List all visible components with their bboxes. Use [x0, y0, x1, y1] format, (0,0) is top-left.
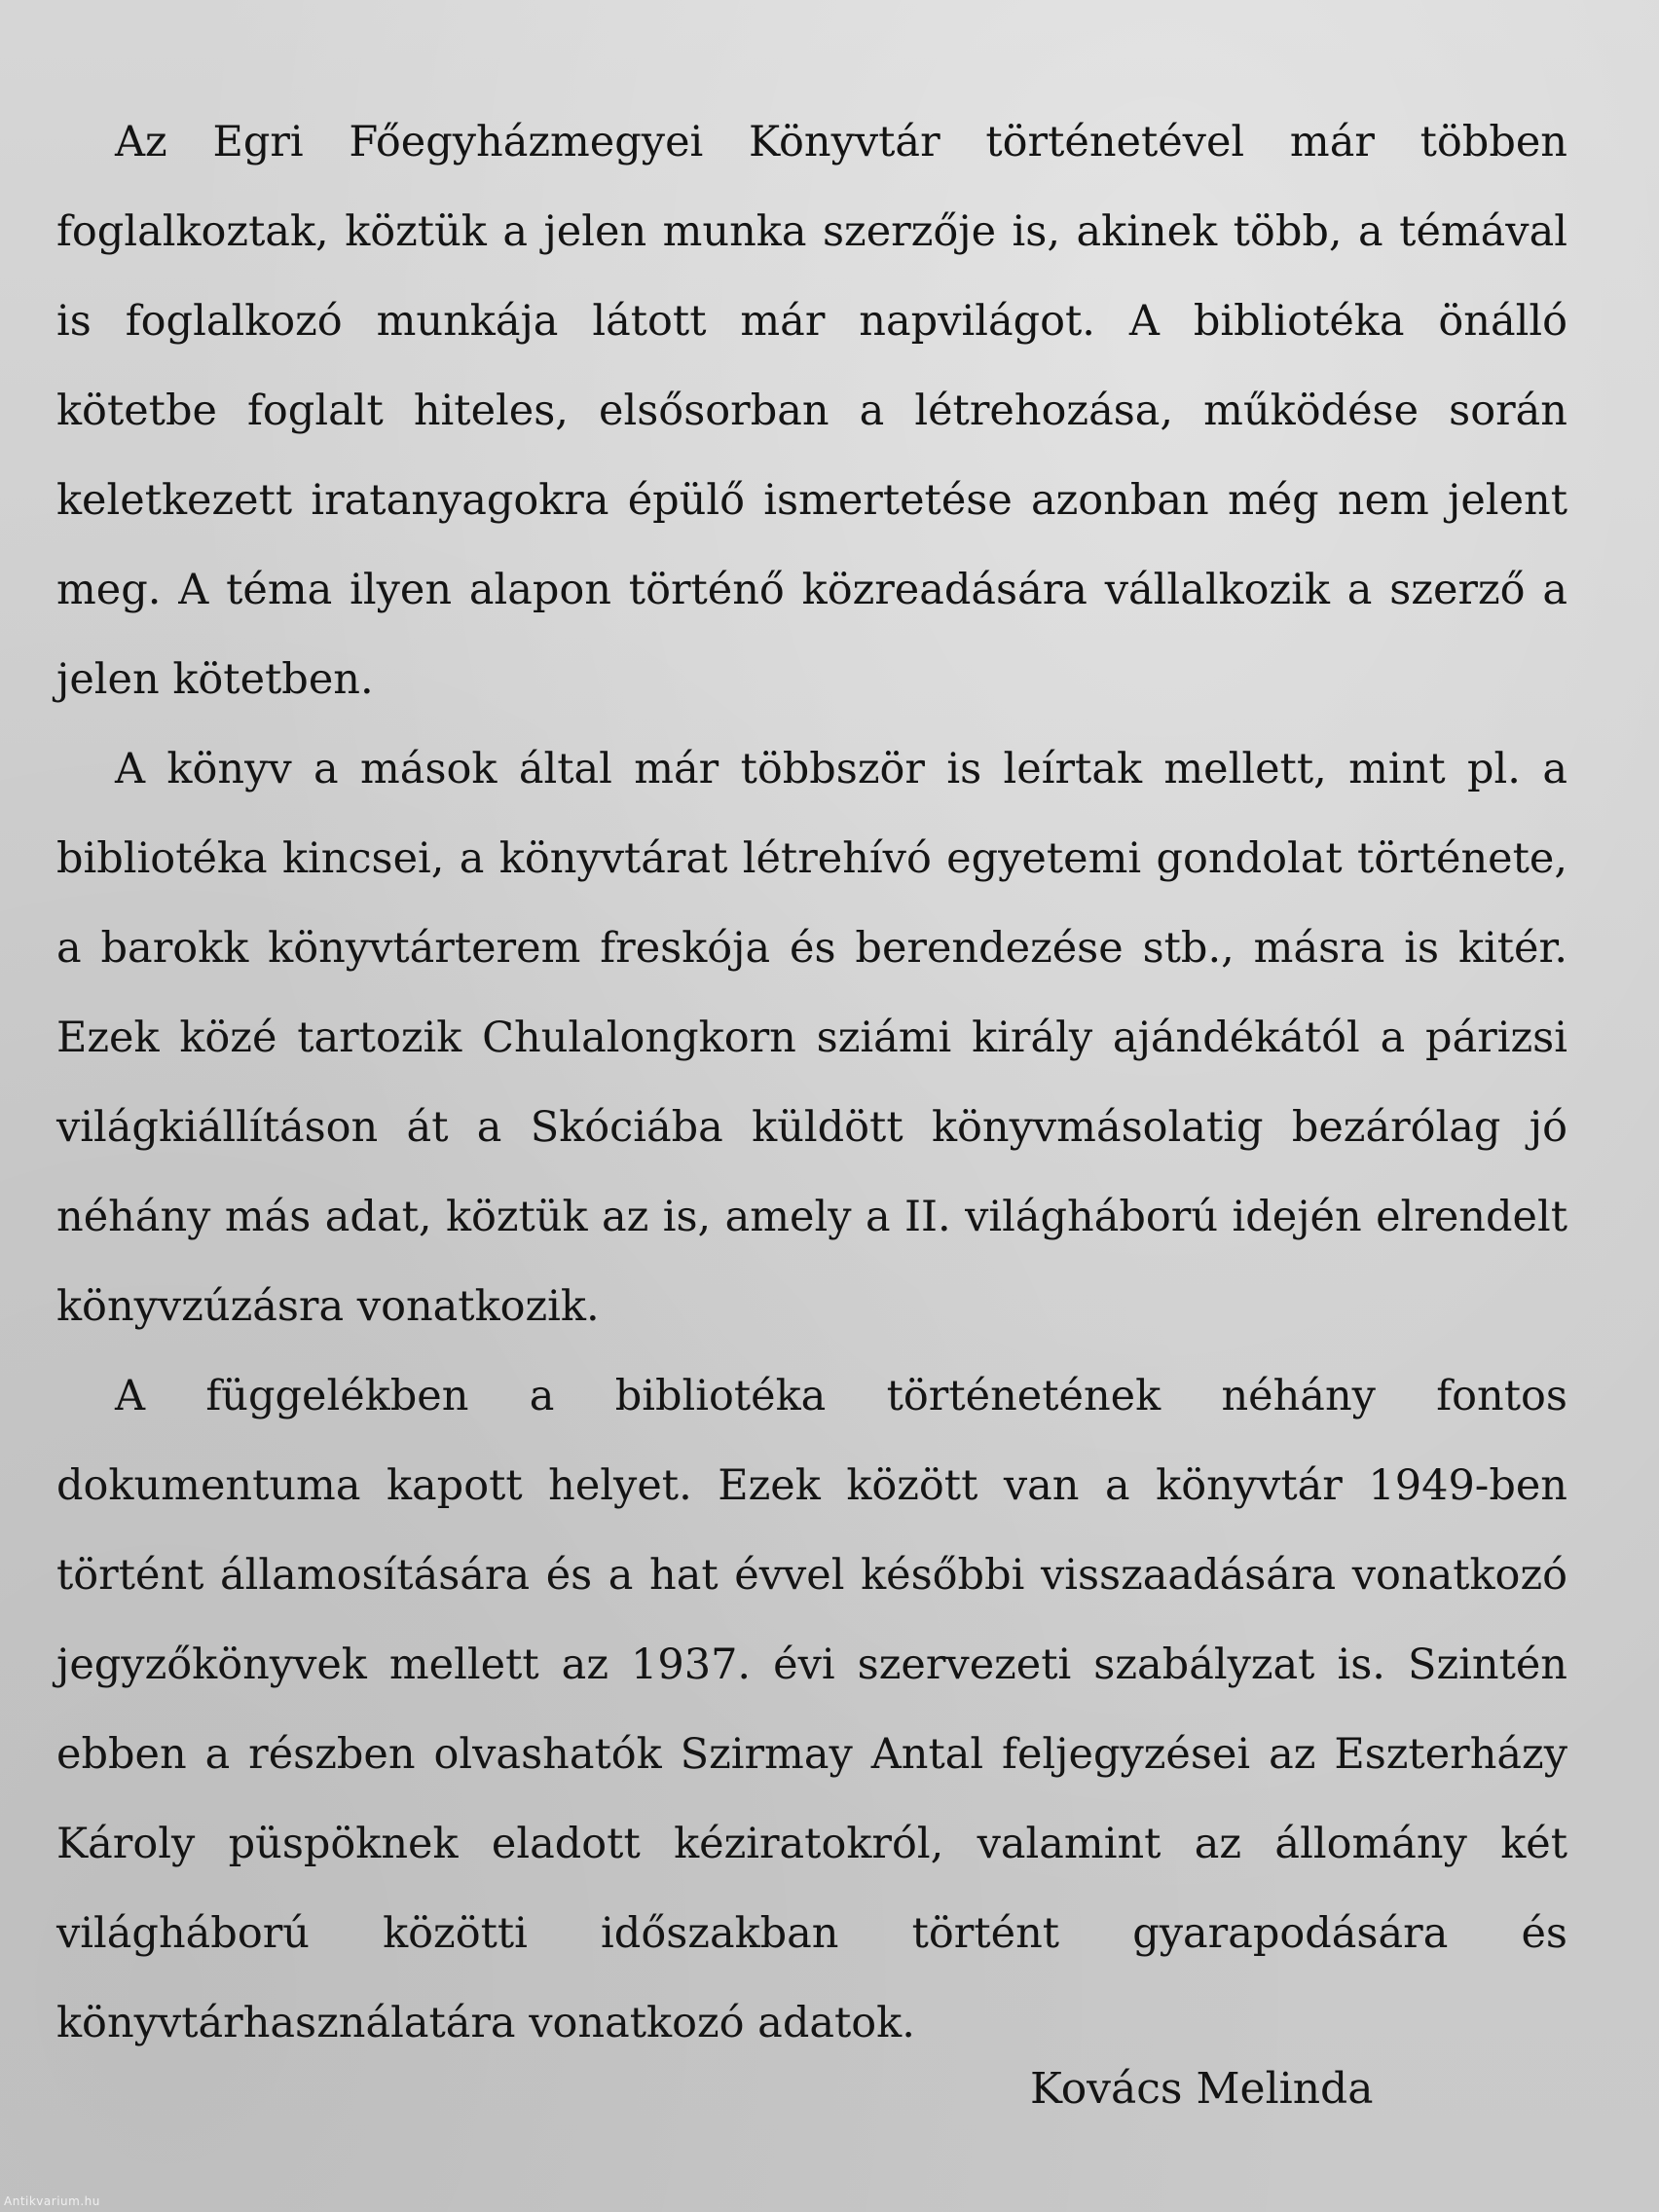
author-signature: Kovács Melinda: [1030, 2064, 1374, 2114]
paragraph-2: A könyv a mások által már többször is leírtak mellett, mint pl. a bibliotéka kincsei, a könyvtárat létrehívó egyetemi gondolat története, a barokk könyvtárterem freskója és berendezése stb., másra is kitér. Ezek közé tartozik Chulalongkorn sziámi király ajándékától a párizsi világkiállításon át a Skóciába küldött könyvmásolatig bezárólag jó néhány más adat, köztük az is, amely a II. világháború idején elrendelt könyvzúzásra vonatkozik.: [56, 745, 1567, 1331]
body-text: [56, 97, 1567, 2068]
paragraph-1: Az Egri Főegyházmegyei Könyvtár történetével már többen foglalkoztak, köztük a jelen munka szerzője is, akinek több, a témával is foglalkozó munkája látott már napvilágot. A bibliotéka önálló kötetbe foglalt hiteles, elsősorban a létrehozása, működése során keletkezett iratanyagokra épülő ismertetése azonban még nem jelent meg. A téma ilyen alapon történő közreadására vállalkozik a szerző a jelen kötetben.: [56, 118, 1567, 704]
watermark: Antikvarium.hu: [4, 2194, 100, 2208]
paragraph-3: A függelékben a bibliotéka történetének néhány fontos dokumentuma kapott helyet. Ezek között van a könyvtár 1949-ben történt államosítására és a hat évvel későbbi visszaadására vonatkozó jegyzőkönyvek mellett az 1937. évi szervezeti szabályzat is. Szintén ebben a részben olvashatók Szirmay Antal feljegyzései az Eszterházy Károly püspöknek eladott kéziratokról, valamint az állomány két világháború közötti időszakban történt gyarapodására és könyvtárhasználatára vonatkozó adatok.: [56, 1372, 1567, 2047]
